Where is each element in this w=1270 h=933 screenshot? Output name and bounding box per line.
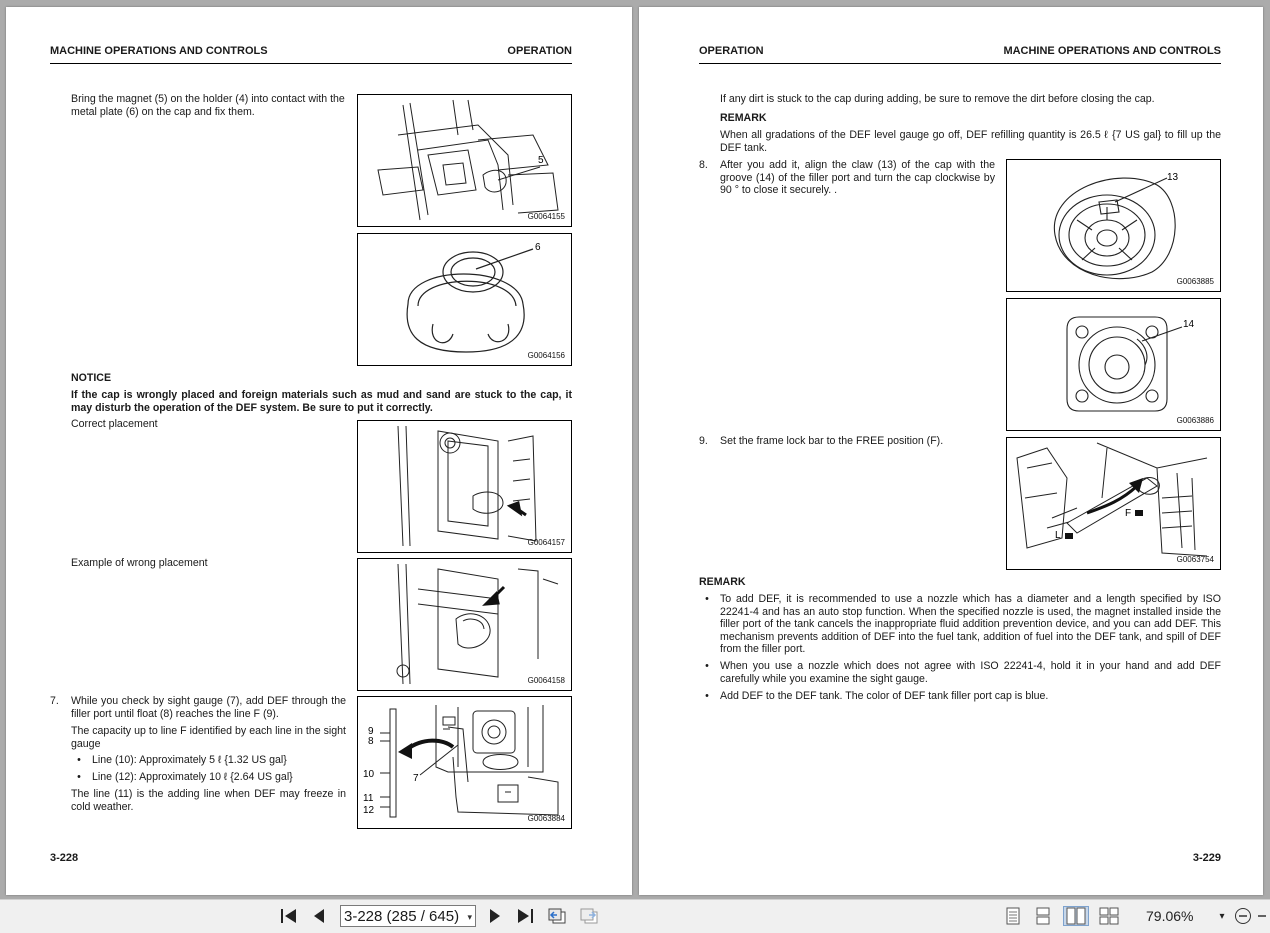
viewer-toolbar — [0, 899, 1270, 933]
header-left: MACHINE OPERATIONS AND CONTROLS — [50, 45, 268, 57]
dirt-text: If any dirt is stuck to the cap during adding, be sure to remove the dirt before closing the cap. — [720, 93, 1155, 105]
zoom-separator — [1256, 906, 1268, 926]
callout-11: 11 — [363, 793, 374, 804]
cap-claw-illustration — [1007, 160, 1220, 291]
remark2-bullet-3: Add DEF to the DEF tank. The color of DEF tank filler port cap is blue. — [720, 690, 1049, 702]
remark2-bullet-1: To add DEF, it is recommended to use a nozzle which has a diameter and a length specified by ISO 22241-4 and has an auto stop function. When the specified nozzle is used, the magnet installed inside the filler port of the tank cancels the inappropriate fluid addition prevention device, and you can add DEF. This mechanism prevents addition of DEF into the fuel tank, addition of fuel into the DEF tank, and spill of DEF from the filler port. — [720, 593, 1221, 656]
notice-title: NOTICE — [71, 372, 112, 384]
bullet-dot: • — [705, 690, 709, 702]
callout-12: 12 — [363, 805, 375, 816]
next-page-icon[interactable] — [484, 906, 506, 926]
magnet-holder-illustration — [358, 95, 571, 226]
wrong-placement-label: Example of wrong placement — [71, 557, 208, 569]
remark2-title: REMARK — [699, 576, 746, 588]
step9-text: Set the frame lock bar to the FREE position (F). — [720, 435, 944, 447]
callout-8: 8 — [368, 736, 374, 747]
header-left: OPERATION — [699, 45, 764, 57]
facing-continuous-icon[interactable] — [1097, 906, 1121, 926]
callout-7: 7 — [413, 773, 419, 784]
figure-code: G0063754 — [1176, 555, 1214, 564]
sight-gauge-illustration — [358, 697, 571, 828]
step7-text: While you check by sight gauge (7), add DEF through the filler port until float (8) reaches the line F (9). — [71, 695, 346, 720]
bullet-line-10: Line (10): Approximately 5 ℓ {1.32 US gal} — [92, 754, 287, 766]
last-page-icon[interactable] — [514, 906, 536, 926]
figure-code: G0063885 — [1176, 277, 1214, 286]
header-right: MACHINE OPERATIONS AND CONTROLS — [1003, 45, 1221, 57]
wrong-placement-illustration — [358, 559, 571, 690]
figure-cap-metal-plate — [357, 233, 572, 366]
notice-text: If the cap is wrongly placed and foreign materials such as mud and sand are stuck to the cap, it may disturb the operation of the DEF system. Be sure to put it correctly. — [71, 389, 572, 414]
page-number: 3-228 — [50, 852, 79, 864]
remark2-bullet-2: When you use a nozzle which does not agree with ISO 22241-4, hold it in your hand and add DEF carefully while you examine the sight gauge. — [720, 660, 1221, 685]
figure-magnet-holder — [357, 94, 572, 227]
bullet-line-12: Line (12): Approximately 10 ℓ {2.64 US gal} — [92, 771, 293, 783]
callout-5: 5 — [538, 155, 544, 166]
figure-sight-gauge — [357, 696, 572, 829]
header-right: OPERATION — [507, 45, 572, 57]
correct-placement-illustration — [358, 421, 571, 552]
page-number: 3-229 — [1192, 852, 1221, 864]
figure-cap-claw — [1006, 159, 1221, 292]
first-page-icon[interactable] — [278, 906, 300, 926]
zoom-dropdown-icon[interactable]: ▾ — [1219, 910, 1225, 922]
left-page — [6, 7, 632, 895]
bullet-dot: • — [705, 593, 709, 605]
callout-13: 13 — [1167, 172, 1179, 183]
figure-wrong-placement — [357, 558, 572, 691]
page-indicator-text: 3-228 (285 / 645) — [344, 908, 460, 925]
chevron-down-icon[interactable]: ▾ — [467, 912, 472, 922]
bullet-dot: • — [77, 771, 81, 783]
bullet-dot: • — [77, 754, 81, 766]
figure-filler-port-groove — [1006, 298, 1221, 431]
magnet-text: Bring the magnet (5) on the holder (4) into contact with the metal plate (6) on the cap and fix them. — [71, 93, 345, 118]
prev-page-icon[interactable] — [308, 906, 330, 926]
bullet-dot: • — [705, 660, 709, 672]
step7-number: 7. — [50, 695, 59, 707]
remark1-title: REMARK — [720, 112, 767, 124]
forward-view-icon[interactable] — [578, 906, 602, 926]
right-page — [639, 7, 1263, 895]
callout-10: 10 — [363, 769, 375, 780]
step8-text: After you add it, align the claw (13) of the cap with the groove (14) of the filler port and turn the cap clockwise by 90 ° to close it securely. . — [720, 159, 995, 197]
single-page-icon[interactable] — [1002, 906, 1024, 926]
figure-code: G0063884 — [527, 814, 565, 823]
callout-6: 6 — [535, 242, 541, 253]
callout-F: F — [1125, 508, 1132, 519]
figure-code: G0063886 — [1176, 416, 1214, 425]
callout-9: 9 — [368, 726, 374, 737]
page-number-input[interactable] — [340, 905, 476, 927]
freeze-text: The line (11) is the adding line when DEF may freeze in cold weather. — [71, 788, 346, 813]
header-rule — [699, 63, 1221, 64]
frame-lock-bar-illustration — [1007, 438, 1220, 569]
callout-14: 14 — [1183, 319, 1195, 330]
figure-code: G0064155 — [527, 212, 565, 221]
zoom-out-icon[interactable] — [1232, 906, 1254, 926]
back-view-icon[interactable] — [546, 906, 570, 926]
filler-port-illustration — [1007, 299, 1220, 430]
figure-code: G0064157 — [527, 538, 565, 547]
zoom-level[interactable]: 79.06% — [1146, 908, 1194, 924]
step9-number: 9. — [699, 435, 708, 447]
capacity-text: The capacity up to line F identified by each line in the sight gauge — [71, 725, 346, 750]
figure-frame-lock-bar — [1006, 437, 1221, 570]
figure-correct-placement — [357, 420, 572, 553]
cap-illustration — [358, 234, 571, 365]
correct-placement-label: Correct placement — [71, 418, 158, 430]
continuous-page-icon[interactable] — [1032, 906, 1054, 926]
remark1-text: When all gradations of the DEF level gauge go off, DEF refilling quantity is 26.5 ℓ {7 US gal} to fill up the DEF tank. — [720, 129, 1221, 154]
header-rule — [50, 63, 572, 64]
figure-code: G0064158 — [527, 676, 565, 685]
figure-code: G0064156 — [527, 351, 565, 360]
step8-number: 8. — [699, 159, 708, 171]
callout-L: L — [1055, 530, 1061, 541]
facing-page-icon[interactable] — [1063, 906, 1089, 926]
